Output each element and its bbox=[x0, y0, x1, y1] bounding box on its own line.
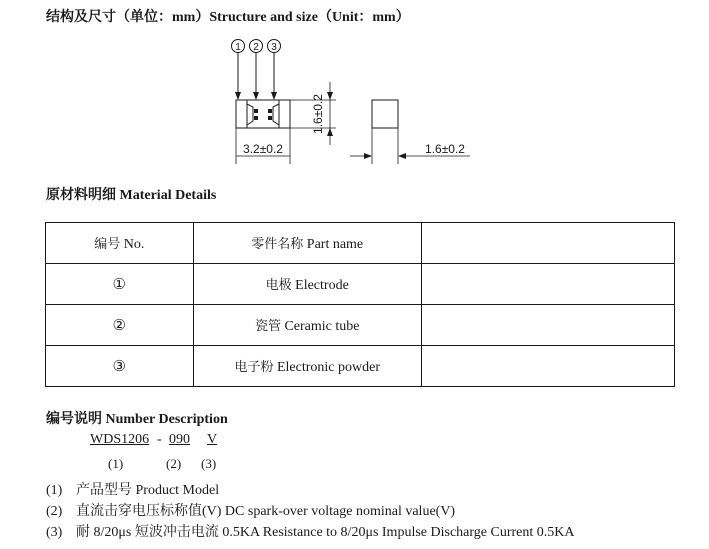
part-name-en: Ceramic tube bbox=[284, 319, 360, 334]
description-text: 直流击穿电压标称值(V) DC spark-over voltage nominal value(V) bbox=[76, 504, 456, 519]
header-part-name-en: Part name bbox=[306, 237, 364, 252]
callout-1 bbox=[232, 40, 245, 54]
component-side-view bbox=[372, 100, 398, 128]
structure-drawing bbox=[0, 30, 709, 180]
part-name-cn: 电极 bbox=[265, 278, 292, 293]
materials-table bbox=[45, 222, 675, 387]
table-row bbox=[46, 346, 675, 387]
description-item bbox=[46, 521, 574, 541]
row-empty bbox=[421, 264, 674, 305]
row-part-name bbox=[193, 346, 421, 387]
row-empty bbox=[421, 305, 674, 346]
header-no-cn: 编号 bbox=[94, 237, 121, 252]
header-no bbox=[46, 223, 194, 264]
model-index-2: (2) bbox=[166, 456, 182, 471]
description-text: 产品型号 Product Model bbox=[76, 483, 220, 498]
height-arrow-bottom bbox=[327, 128, 333, 136]
model-separator: - bbox=[157, 432, 162, 447]
svg-text:3: 3 bbox=[271, 42, 277, 53]
callout-3 bbox=[268, 40, 281, 54]
structure-heading: 结构及尺寸（单位：mm）Structure and size（Unit：mm） bbox=[46, 10, 410, 25]
description-number: (2) bbox=[46, 504, 63, 519]
model-part-2: 090 bbox=[169, 432, 190, 447]
part-name-en: Electronic powder bbox=[276, 360, 380, 375]
length-dimension-label: 3.2±0.2 bbox=[243, 142, 283, 156]
model-part-1: WDS1206 bbox=[90, 432, 150, 447]
row-no: ② bbox=[46, 305, 194, 346]
row-no: ① bbox=[46, 264, 194, 305]
header-part-name-cn: 零件名称 bbox=[251, 237, 304, 252]
row-no: ③ bbox=[46, 346, 194, 387]
model-index-1: (1) bbox=[108, 456, 124, 471]
part-name-cn: 电子粉 bbox=[234, 360, 274, 375]
height-dimension-label: 1.6±0.2 bbox=[311, 94, 325, 134]
description-number: (1) bbox=[46, 483, 63, 498]
model-index-3: (3) bbox=[201, 456, 217, 471]
callout-2 bbox=[250, 40, 263, 54]
width-arrow-right bbox=[398, 153, 406, 159]
description-item bbox=[46, 500, 455, 520]
description-number: (3) bbox=[46, 525, 63, 540]
row-part-name bbox=[193, 264, 421, 305]
description-item bbox=[46, 479, 219, 499]
table-header-row bbox=[46, 223, 675, 264]
table-row bbox=[46, 305, 675, 346]
height-arrow-top bbox=[327, 92, 333, 100]
numbering-heading: 编号说明 Number Description bbox=[46, 412, 228, 427]
leader-lines bbox=[238, 53, 274, 98]
description-text: 耐 8/20μs 短波冲击电流 0.5KA Resistance to 8/20μs Impulse Discharge Current 0.5KA bbox=[76, 525, 575, 540]
svg-text:1: 1 bbox=[235, 42, 241, 53]
header-part-name bbox=[193, 223, 421, 264]
row-empty bbox=[421, 346, 674, 387]
width-arrow-left bbox=[364, 153, 372, 159]
svg-text:2: 2 bbox=[253, 42, 259, 53]
part-name-en: Electrode bbox=[295, 278, 349, 293]
row-part-name bbox=[193, 305, 421, 346]
component-front-view bbox=[236, 100, 290, 128]
model-part-3: V bbox=[207, 432, 218, 447]
width-dimension-label: 1.6±0.2 bbox=[425, 142, 465, 156]
part-name-cn: 瓷管 bbox=[254, 319, 281, 334]
header-no-en: No. bbox=[123, 237, 145, 252]
materials-heading: 原材料明细 Material Details bbox=[46, 188, 217, 203]
electronic-powder-marks bbox=[254, 109, 272, 120]
table-row bbox=[46, 264, 675, 305]
leader-arrows bbox=[235, 92, 277, 100]
header-empty bbox=[421, 223, 674, 264]
